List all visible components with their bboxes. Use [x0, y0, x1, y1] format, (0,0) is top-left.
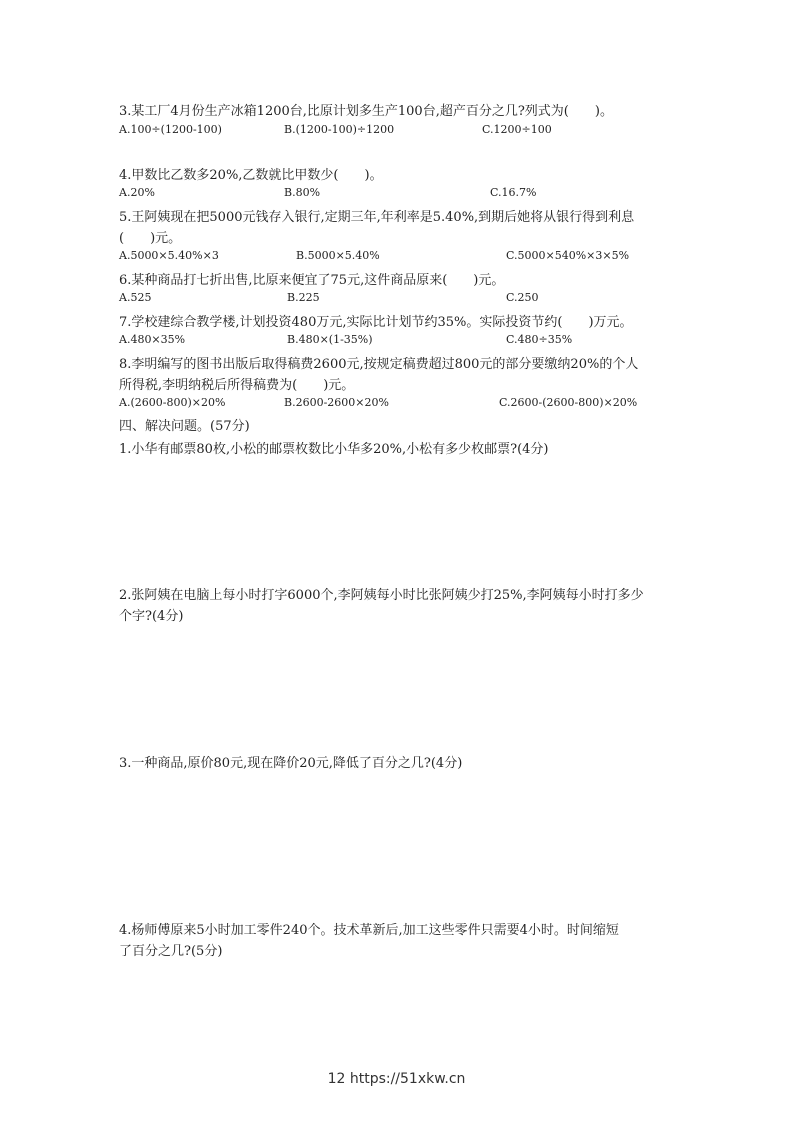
problem-2-text-line1: 2.张阿姨在电脑上每小时打字6000个,李阿姨每小时比张阿姨少打25%,李阿姨每小时打多少 [119, 588, 644, 603]
question-8-text-line2: 所得税,李明纳税后所得稿费为( )元。 [119, 378, 355, 393]
question-8-option-a: A.(2600-800)×20% [119, 396, 226, 409]
question-5-text-line2: ( )元。 [119, 231, 182, 246]
question-6-option-c: C.250 [506, 291, 539, 304]
question-5-option-b: B.5000×5.40% [296, 249, 380, 262]
question-5-option-c: C.5000×540%×3×5% [506, 249, 630, 262]
question-7-text: 7.学校建综合教学楼,计划投资480万元,实际比计划节约35%。实际投资节约( )万元。 [119, 315, 633, 330]
question-6-text: 6.某种商品打七折出售,比原来便宜了75元,这件商品原来( )元。 [119, 273, 505, 288]
problem-1-text: 1.小华有邮票80枚,小松的邮票枚数比小华多20%,小松有多少枚邮票?(4分) [119, 442, 549, 457]
question-8-option-b: B.2600-2600×20% [284, 396, 389, 409]
problem-4-text-line1: 4.杨师傅原来5小时加工零件240个。技术革新后,加工这些零件只需要4小时。时间缩短 [119, 923, 619, 938]
question-5-option-a: A.5000×5.40%×3 [119, 249, 219, 262]
question-8-text-line1: 8.李明编写的图书出版后取得稿费2600元,按规定稿费超过800元的部分要缴纳20%的个人 [119, 357, 639, 372]
question-3-text: 3.某工厂4月份生产冰箱1200台,比原计划多生产100台,超产百分之几?列式为( )。 [119, 104, 613, 119]
question-4-option-a: A.20% [119, 186, 155, 199]
question-4-text: 4.甲数比乙数多20%,乙数就比甲数少( )。 [119, 168, 383, 183]
question-3-option-a: A.100÷(1200-100) [119, 123, 222, 136]
question-5-text-line1: 5.王阿姨现在把5000元钱存入银行,定期三年,年利率是5.40%,到期后她将从银行得到利息 [119, 210, 635, 225]
problem-3-text: 3.一种商品,原价80元,现在降价20元,降低了百分之几?(4分) [119, 756, 463, 771]
question-4-option-b: B.80% [284, 186, 321, 199]
section-4-heading: 四、解决问题。(57分) [119, 419, 250, 434]
question-7-option-a: A.480×35% [119, 333, 186, 346]
question-4-option-c: C.16.7% [490, 186, 537, 199]
question-6-option-b: B.225 [287, 291, 320, 304]
question-7-option-c: C.480÷35% [506, 333, 573, 346]
page-footer: 12 https://51xkw.cn [327, 1071, 466, 1087]
question-3-option-c: C.1200÷100 [482, 123, 552, 136]
question-6-option-a: A.525 [119, 291, 152, 304]
question-8-option-c: C.2600-(2600-800)×20% [499, 396, 638, 409]
problem-2-text-line2: 个字?(4分) [119, 609, 184, 624]
question-3-option-b: B.(1200-100)÷1200 [284, 123, 395, 136]
question-7-option-b: B.480×(1-35%) [287, 333, 373, 346]
problem-4-text-line2: 了百分之几?(5分) [119, 944, 223, 959]
